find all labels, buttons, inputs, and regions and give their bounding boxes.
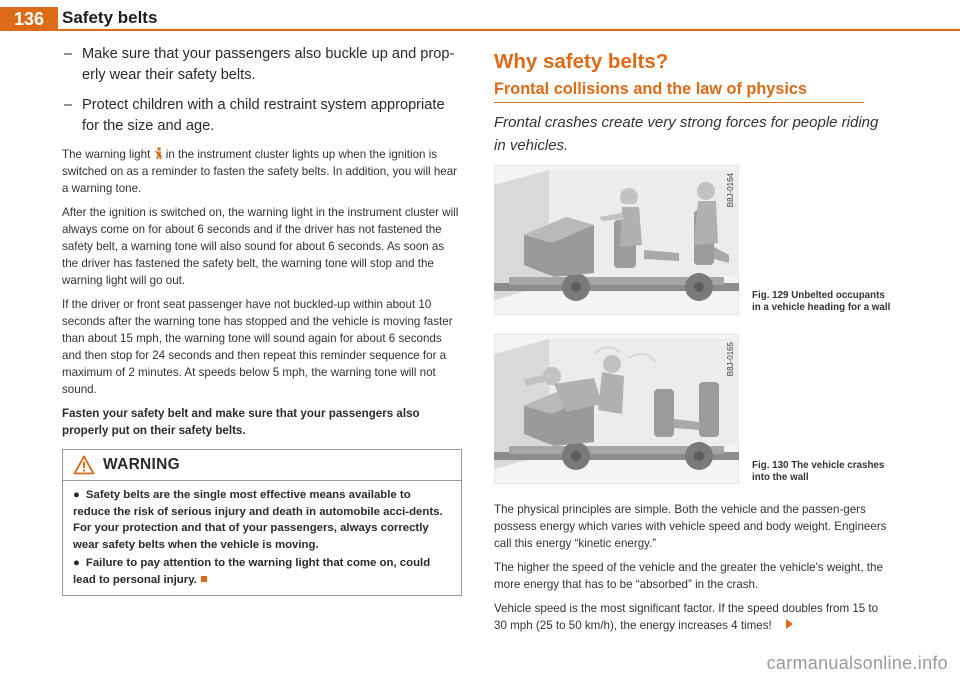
figure-129-illustration <box>494 165 739 315</box>
page-number: 136 <box>0 7 58 31</box>
bullet-dot-icon: ● <box>73 489 80 501</box>
left-column <box>62 44 462 596</box>
physics-paragraph: The physical principles are simple. Both the vehicle and the passen-gers possess energy which varies with vehicle speed and body weight. Engineers call this energy “kinetic energy.” <box>494 503 887 550</box>
warning-title: WARNING <box>103 456 181 473</box>
figure-130-illustration <box>494 334 739 484</box>
unbelted-occupants-image <box>494 165 739 315</box>
warning-triangle-icon <box>73 455 95 475</box>
list-item <box>62 95 462 137</box>
bullet-text: Make sure that your passengers also buckle up and prop-erly wear their safety belts. <box>82 46 455 83</box>
bullet-dash: – <box>64 46 73 62</box>
header-rule <box>58 29 960 31</box>
ignition-paragraph: After the ignition is switched on, the warning light in the instrument cluster will always come on for about 6 seconds and if the driver has not fastened the safety belt, a warning tone will also sound for about 6 seconds. As soon as the driver has fastened the safety belt, the warning tone will stop and the warning light will go out. <box>62 206 459 287</box>
warning-box <box>62 449 462 596</box>
bullet-dot-icon: ● <box>73 557 80 569</box>
figure-130-caption: Fig. 130 The vehicle crashes into the wall <box>752 460 885 483</box>
continue-arrow-icon <box>786 619 793 629</box>
bullet-dash: – <box>64 97 73 113</box>
list-item <box>62 44 462 86</box>
right-column <box>494 50 894 157</box>
reminder-paragraph: If the driver or front seat passenger have not buckled-up within about 10 seconds after the warning tone has stopped and the vehicle is moving faster than about 15 mph, the warning tone will sound again for about 6 seconds and then stop for 24 seconds and then repeat this reminder sequence for a maximum of 2 minutes. At speeds below 5 mph, the warning tone will not sound. <box>62 298 453 396</box>
speed-weight-paragraph: The higher the speed of the vehicle and the greater the vehicle's weight, the more energy that has to be “absorbed” in the crash. <box>494 561 883 591</box>
bullet-text: Protect children with a child restraint system appropriate for the size and age. <box>82 97 445 134</box>
lead-text: Frontal crashes create very strong forces for people riding in vehicles. <box>494 114 879 154</box>
watermark: carmanualsonline.info <box>766 653 948 673</box>
warning-item <box>73 555 451 588</box>
body-text <box>494 501 894 641</box>
warning-body <box>63 481 461 595</box>
section-title: Why safety belts? <box>494 50 669 73</box>
energy-paragraph <box>494 600 894 634</box>
vehicle-crash-image <box>494 334 739 484</box>
warning-item <box>73 487 451 553</box>
warning-light-paragraph <box>62 146 462 197</box>
figure-129-caption: Fig. 129 Unbelted occupants in a vehicle heading for a wall <box>752 290 891 313</box>
figure-id: B8J-0165 <box>726 342 735 377</box>
para-text-after: in the instrument cluster lights up when the ignition is switched on as a reminder to fasten the safety belts. In addition, you will hear a warning tone. <box>62 148 458 195</box>
page-header-title: Safety belts <box>62 8 158 27</box>
figure-id: B8J-0164 <box>726 173 735 208</box>
energy-paragraph-text: Vehicle speed is the most significant factor. If the speed doubles from 15 to 30 mph (25 to 50 km/h), the energy increases 4 times! <box>494 602 879 632</box>
end-of-section-icon <box>201 576 207 582</box>
warning-item-text: Failure to pay attention to the warning light that come on, could lead to personal injury. <box>73 557 431 586</box>
warning-item-text: Safety belts are the single most effective means available to reduce the risk of serious injury and death in automobile acci-dents. For your protection and that of your passengers, always correctly wear safety belts when the vehicle is moving. <box>73 489 443 551</box>
fasten-belt-paragraph: Fasten your safety belt and make sure that your passengers also properly put on their safety belts. <box>62 407 420 437</box>
warning-header <box>63 450 461 481</box>
subsection-title: Frontal collisions and the law of physics <box>494 80 808 98</box>
belt-warning-icon <box>154 147 163 159</box>
subsection-rule <box>494 102 864 103</box>
para-text-before: The warning light <box>62 148 151 161</box>
